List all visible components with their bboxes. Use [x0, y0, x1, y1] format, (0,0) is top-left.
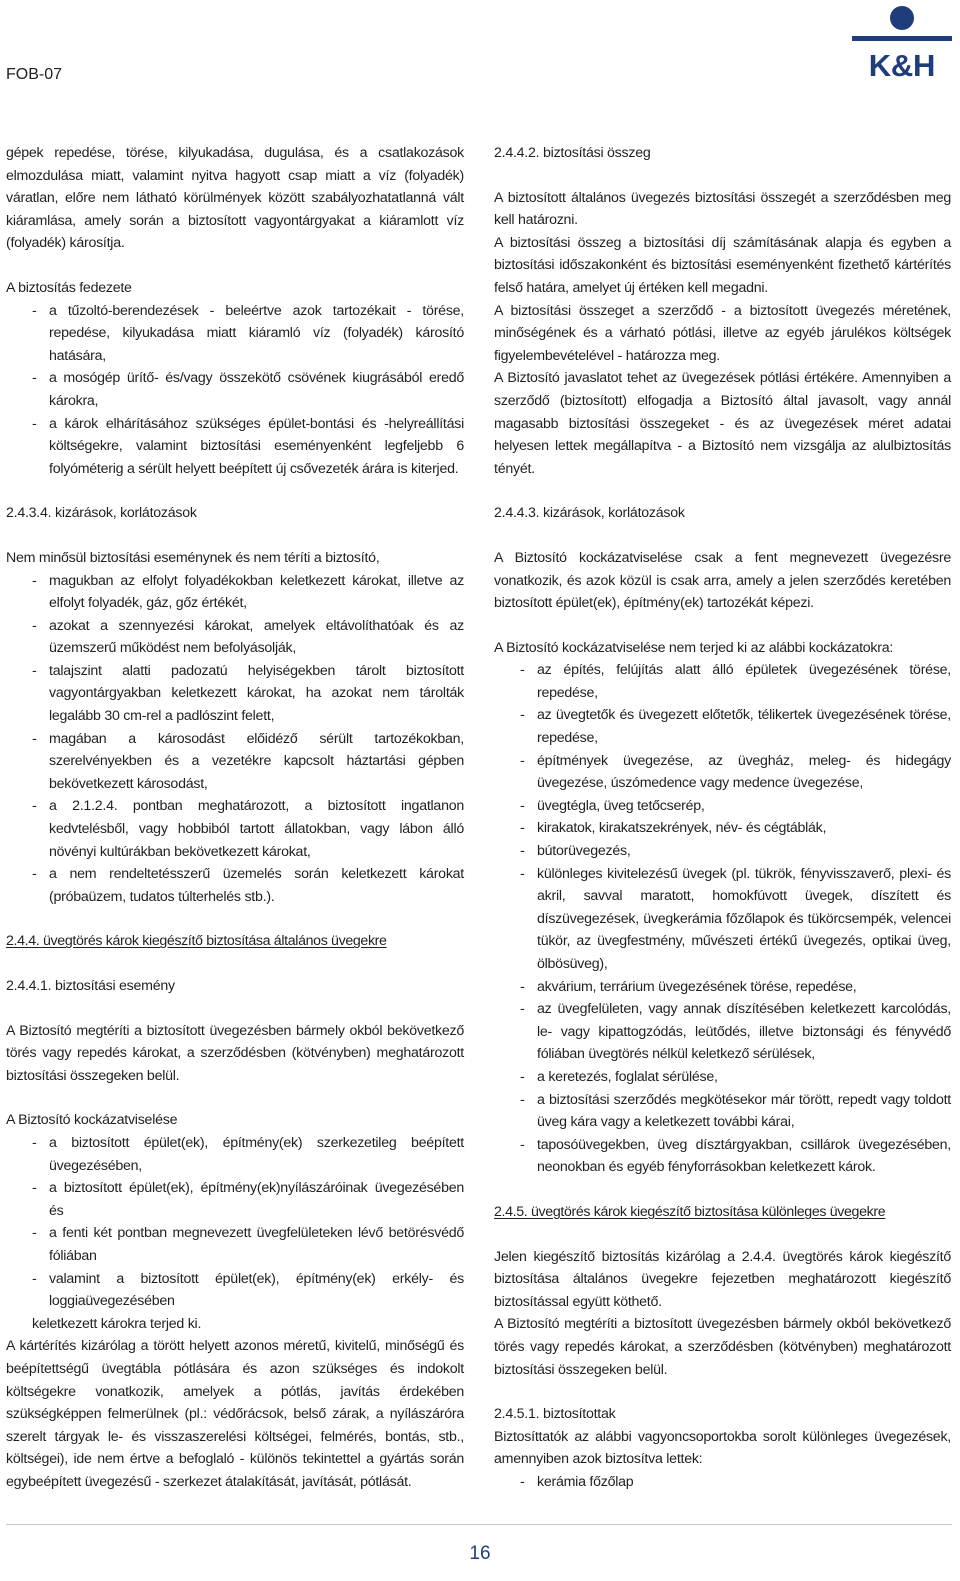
page-number: 16	[469, 1543, 491, 1564]
risk-after: keletkezett károkra terjed ki.	[32, 1315, 202, 1332]
sub-2451-heading: 2.4.5.1. biztosítottak	[494, 1406, 616, 1423]
not-covered-list	[494, 659, 951, 1179]
sub-2451-text: Biztosíttatók az alábbi vagyoncsoportokba sorolt különleges üvegezések, amennyiben azok biztosítva lettek:	[494, 1428, 951, 1468]
compensation-paragraph: A kártérítés kizárólag a törött helyett azonos méretű, kivitelű, minőségű és beépítettségű üvegtábla pótlására és azon szükséges és indokolt költségekre vonatkozik, amelyek a pótlás, javítás érdekében szükségképpen felmerülnek (pl.: védőrácsok, belső zárak, a nyílászáróra szerelt tárgyak le- és visszaszerelési költségei, felmérés, bontás, stb., költségei), ide nem értve a befoglaló - különös tekintettel a gyártás során egybeépített üvegezésű - szerkezet átalakítását, javítását, pótlását.	[6, 1338, 464, 1490]
exclusions-list	[6, 570, 464, 909]
list-item: - talajszint alatti padozatú helyiségekben tárolt biztosított vagyontárgyakban keletkezett károkat, ha azokat nem tárolták legalább 30 cm-rel a padlószint felett,	[6, 660, 464, 728]
insured-list	[494, 1471, 951, 1494]
coverage-title: A biztosítás fedezete	[6, 279, 132, 296]
list-item: - a tűzoltó-berendezések - beleértve azok tartozékait - törése, repedése, kilyukadása miatt kiáramló víz (folyadék) károsító hatására,	[6, 300, 464, 368]
list-item: - kirakatok, kirakatszekrények, név- és cégtáblák,	[494, 817, 951, 840]
right-column	[494, 142, 951, 1493]
svg-text:K&H: K&H	[868, 48, 936, 80]
paragraph: A biztosítási összeg a biztosítási díj számításának alapja és egyben a biztosítási időszakonként és biztosítási eseményenként fizethető kártérítés felső határa, amelyet új értéken kell megadni.	[494, 234, 951, 296]
list-item: - magukban az elfolyt folyadékokban keletkezett károkat, illetve az elfolyt folyadék, gáz, gőz értékét,	[6, 570, 464, 615]
paragraph: A Biztosító javaslatot tehet az üvegezések pótlási értékére. Amennyiben a szerződő (biztosított) elfogadja a Biztosító által javasolt, vagy annál magasabb biztosítási összegeket - és az üvegezések méret adatai helyesen lettek megállapítva - a Biztosító nem vizsgálja az alulbiztosítás tényét.	[494, 370, 951, 477]
exclusions-intro: Nem minősül biztosítási eseménynek és nem téríti a biztosító,	[6, 549, 380, 566]
sub-2441-heading: 2.4.4.1. biztosítási esemény	[6, 978, 175, 994]
list-item: - taposóüvegekben, üveg dísztárgyakban, csillárok üvegezésében, neonokban és egyéb fényforrásokban keletkezett károk.	[494, 1134, 951, 1179]
list-item: - építmények üvegezése, az üvegház, meleg- és hidegágy üvegezése, úszómedence vagy medence üvegezése,	[494, 750, 951, 795]
exclusions-heading: 2.4.3.4. kizárások, korlátozások	[6, 505, 197, 522]
section-244-heading: 2.4.4. üvegtörés károk kiegészítő biztosítása általános üvegekre	[6, 933, 387, 950]
paragraph: A biztosított általános üvegezés biztosítási összegét a szerződésben meg kell határozni.	[494, 189, 951, 229]
left-column	[6, 142, 464, 1493]
list-item: - az üvegtetők és üvegezett előtetők, télikertek üvegezésének törése, repedése,	[494, 704, 951, 749]
list-item: - a fenti két pontban megnevezett üvegfelületeken lévő betörésvédő fóliában	[6, 1222, 464, 1267]
list-item: - kerámia főzőlap	[494, 1471, 951, 1494]
list-item: - akvárium, terrárium üvegezésének törése, repedése,	[494, 976, 951, 999]
list-item: - valamint a biztosított épület(ek), építmény(ek) erkély- és loggiaüvegezésében	[6, 1268, 464, 1313]
document-code: FOB-07	[6, 66, 63, 83]
sub-2443-heading: 2.4.4.3. kizárások, korlátozások	[494, 505, 685, 522]
intro-paragraph: gépek repedése, törése, kilyukadása, dugulása, és a csatlakozások elmozdulása miatt, valamint nyitva hagyott csap miatt a víz (folyadék) váratlan, előre nem látható körülmények között szabályozhatatlanná vált kiáramlása, amely során a biztosított vagyontárgyakat a kiáramlott víz (folyadék) károsítja.	[6, 145, 464, 252]
list-item: - a 2.1.2.4. pontban meghatározott, a biztosított ingatlanon kedvtelésből, vagy hobbiból tartott állatokban, vagy lábon álló növényi kultúrákban bekövetkezett károkat,	[6, 795, 464, 863]
list-item: - az építés, felújítás alatt álló épületek üvegezésének törése, repedése,	[494, 659, 951, 704]
list-item: - a biztosított épület(ek), építmény(ek)nyílászáróinak üvegezésében és	[6, 1177, 464, 1222]
not-covered-intro: A Biztosító kockázatviselése nem terjed ki az alábbi kockázatokra:	[494, 639, 894, 656]
risk-list	[6, 1132, 464, 1313]
coverage-list	[6, 300, 464, 481]
section-245-heading: 2.4.5. üvegtörés károk kiegészítő biztosítása különleges üvegekre	[494, 1203, 886, 1220]
list-item: - a mosógép ürítő- és/vagy összekötő csövének kiugrásából eredő károkra,	[6, 367, 464, 412]
list-item: - a biztosítási szerződés megkötésekor már törött, repedt vagy toldott üveg kára vagy a keletkezett további kárai,	[494, 1089, 951, 1134]
sub-2442-heading: 2.4.4.2. biztosítási összeg	[494, 145, 651, 161]
list-item: - a nem rendeltetésszerű üzemelés során keletkezett károkat (próbaüzem, tudatos túlterhelés stb.).	[6, 863, 464, 908]
risk-title: A Biztosító kockázatviselése	[6, 1112, 178, 1129]
list-item: - a károk elhárításához szükséges épület-bontási és -helyreállítási költségekre, valamint biztosítási eseményenként legfeljebb 6 folyóméterig a sérült helyett beépített új csővezeték árára is kiterjed.	[6, 413, 464, 481]
list-item: - magában a károsodást előidéző sérült tartozékokban, szerelvényekben és a vezetékre kapcsolt háztartási gépben bekövetkezett károsodást,	[6, 728, 464, 796]
list-item: - bútorüvegezés,	[494, 840, 951, 863]
list-item: - a biztosított épület(ek), építmény(ek) szerkezetileg beépített üvegezésében,	[6, 1132, 464, 1177]
footer-divider	[6, 1524, 952, 1525]
list-item: - azokat a szennyezési károkat, amelyek eltávolíthatóak és az üzemszerű működést nem befolyásolják,	[6, 615, 464, 660]
list-item: - az üvegfelületen, vagy annak díszítésében keletkezett karcolódás, le- vagy kipattogzódás, leütődés, illetve biztonsági és fényvédő fóliában üvegtörés nélkül keletkező sérülések,	[494, 998, 951, 1066]
sub-245-text-2: A Biztosító megtéríti a biztosított üvegezésben bármely okból bekövetkező törés vagy repedés károkat, a szerződésben (kötvényben) meghatározott biztosítási összegeken belül.	[494, 1316, 951, 1378]
sub-2443-text: A Biztosító kockázatviselése csak a fent megnevezett üvegezésre vonatkozik, és azok közül is csak arra, amely a jelen szerződés keretében biztosított épület(ek), építmény(ek) tartozékát képezi.	[494, 549, 951, 612]
sub-245-text-1: Jelen kiegészítő biztosítás kizárólag a 2.4.4. üvegtörés károk kiegészítő biztosítása általános üvegekre fejezetben meghatározott kiegészítő biztosítással együtt köthető.	[494, 1248, 951, 1310]
paragraph: A biztosítási összeget a szerződő - a biztosított üvegezés méretének, minőségének és a várható pótlási, illetve az egyéb járulékos költségek figyelembevételével - határozza meg.	[494, 302, 951, 364]
list-item: - a keretezés, foglalat sérülése,	[494, 1066, 951, 1089]
kh-logo	[852, 0, 952, 80]
list-item: - üvegtégla, üveg tetőcserép,	[494, 795, 951, 818]
sub-2441-text: A Biztosító megtéríti a biztosított üvegezésben bármely okból bekövetkező törés vagy repedés károkat, a szerződésben (kötvényben) meghatározott biztosítási összegeken belül.	[6, 1022, 464, 1084]
list-item: - különleges kivitelezésű üvegek (pl. tükrök, fényvisszaverő, plexi- és akril, savval maratott, homokfúvott üvegek, díszített és díszüvegezések, üvegkerámia főzőlapok és tükörcsempék, velencei tükör, az üvegfestmény, művészeti értékű üvegezés, optikai üveg, ölbösüveg),	[494, 863, 951, 976]
